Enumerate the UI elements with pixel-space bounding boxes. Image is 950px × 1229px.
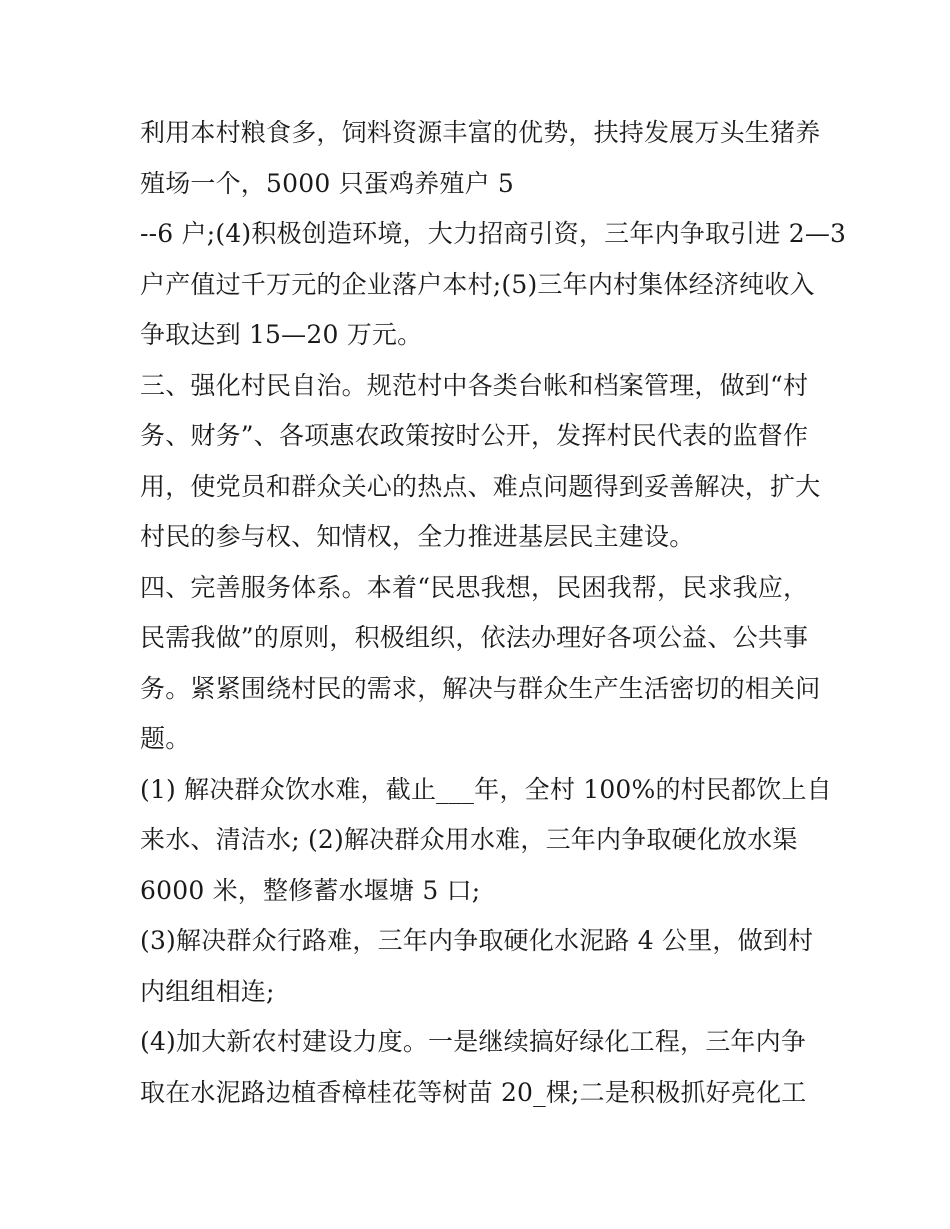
text-line: --6 户;(4)积极创造环境，大力招商引资，三年内争取引进 2—3 xyxy=(140,219,847,248)
text-line: 来水、清洁水; (2)解决群众用水难，三年内争取硬化放水渠 xyxy=(140,825,798,854)
text-line: 题。 xyxy=(140,724,191,753)
text-line: 民需我做”的原则，积极组织，依法办理好各项公益、公共事 xyxy=(140,623,809,652)
text-line: 四、完善服务体系。本着“民思我想，民困我帮，民求我应， xyxy=(140,572,809,602)
text-line: 务、财务”、各项惠农政策按时公开，发挥村民代表的监督作 xyxy=(140,421,809,450)
text-line: (4)加大新农村建设力度。一是继续搞好绿化工程，三年内争 xyxy=(140,1027,807,1056)
text-line: 内组组相连; xyxy=(140,976,275,1006)
text-line: (1) 解决群众饮水难，截止___年，全村 100%的村民都饮上自 xyxy=(140,774,832,804)
text-line: 三、强化村民自治。规范村中各类台帐和档案管理，做到“村 xyxy=(140,370,809,400)
text-line: 取在水泥路边植香樟桂花等树苗 20_棵;二是积极抓好亮化工 xyxy=(140,1077,807,1107)
text-line: 殖场一个，5000 只蛋鸡养殖户 5 xyxy=(140,168,515,198)
text-line: 用，使党员和群众关心的热点、难点问题得到妥善解决，扩大 xyxy=(140,471,821,501)
text-line: 6000 米，整修蓄水堰塘 5 口; xyxy=(140,875,481,905)
text-line: 利用本村粮食多，饲料资源丰富的优势，扶持发展万头生猪养 xyxy=(140,118,821,147)
document-body xyxy=(140,108,847,1118)
text-line: 争取达到 15—20 万元。 xyxy=(140,320,423,349)
text-line: 户产值过千万元的企业落户本村;(5)三年内村集体经济纯收入 xyxy=(140,269,815,299)
text-line: 村民的参与权、知情权，全力推进基层民主建设。 xyxy=(140,522,695,551)
text-line: (3)解决群众行路难，三年内争取硬化水泥路 4 公里，做到村 xyxy=(140,926,814,955)
text-line: 务。紧紧围绕村民的需求，解决与群众生产生活密切的相关问 xyxy=(140,673,821,703)
